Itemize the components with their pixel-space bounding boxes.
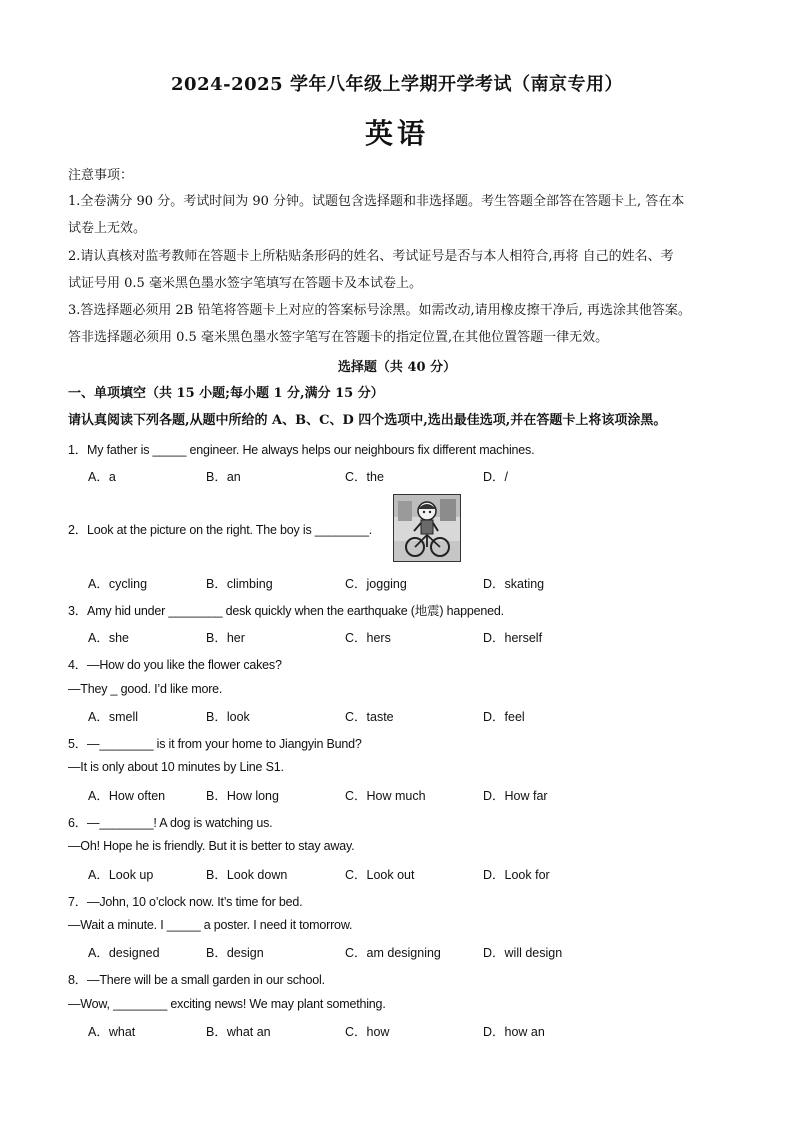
option-a: A．a — [88, 470, 116, 484]
option-c: C．how — [345, 1025, 390, 1039]
option-a: A．cycling — [88, 577, 148, 591]
option-b: B．her — [206, 631, 245, 645]
exam-title: 2024-2025 学年八年级上学期开学考试（南京专用） — [171, 74, 623, 95]
question-1-stem: 1．My father is _____ engineer. He always helps our neighbours fix different machines. — [68, 443, 535, 457]
notice-item-1-line-2: 试卷上无效。 — [68, 221, 147, 236]
option-a: A．How often — [88, 789, 166, 803]
question-7-response: —Wait a minute. I _____ a poster. I need it tomorrow. — [68, 918, 353, 932]
option-c: C．Look out — [345, 868, 415, 882]
option-b: B．Look down — [206, 868, 288, 882]
option-b: B．climbing — [206, 577, 273, 591]
option-d: D．feel — [483, 710, 525, 724]
option-d: D．/ — [483, 470, 509, 484]
boy-cycling-picture — [393, 494, 461, 562]
option-a: A．smell — [88, 710, 139, 724]
option-c: C．taste — [345, 710, 394, 724]
option-c: C．the — [345, 470, 384, 484]
question-6-response: —Oh! Hope he is friendly. But it is better to stay away. — [68, 839, 355, 853]
question-3-stem: 3．Amy hid under ________ desk quickly when the earthquake (地震) happened. — [68, 604, 504, 618]
option-a: A．designed — [88, 946, 160, 960]
option-b: B．what an — [206, 1025, 271, 1039]
part-heading: 一、单项填空（共 15 小题;每小题 1 分,满分 15 分） — [68, 386, 384, 401]
notice-item-1-line-1: 1.全卷满分 90 分。考试时间为 90 分钟。试题包含选择题和非选择题。考生答题全部答在答题卡上, 答在本 — [68, 194, 685, 209]
subject-title: 英语 — [364, 117, 429, 150]
option-d: D．will design — [483, 946, 563, 960]
question-4-response: —They _ good. I’d like more. — [68, 682, 223, 696]
option-a: A．Look up — [88, 868, 154, 882]
option-b: B．design — [206, 946, 264, 960]
question-5-stem: 5．—________ is it from your home to Jiangyin Bund? — [68, 737, 362, 751]
option-c: C．How much — [345, 789, 426, 803]
question-8-response: —Wow, ________ exciting news! We may plant something. — [68, 997, 386, 1011]
option-a: A．she — [88, 631, 129, 645]
question-4-stem: 4．—How do you like the flower cakes? — [68, 658, 282, 672]
option-d: D．Look for — [483, 868, 550, 882]
notice-item-2-line-2: 试证号用 0.5 毫米黑色墨水签字笔填写在答题卡及本试卷上。 — [68, 276, 422, 291]
option-d: D．How far — [483, 789, 548, 803]
question-7-stem: 7．—John, 10 o’clock now. It’s time for bed. — [68, 895, 303, 909]
option-d: D．skating — [483, 577, 545, 591]
option-c: C．jogging — [345, 577, 407, 591]
option-d: D．herself — [483, 631, 543, 645]
option-b: B．How long — [206, 789, 279, 803]
part-instruction: 请认真阅读下列各题,从题中所给的 A、B、C、D 四个选项中,选出最佳选项,并在答题卡上将该项涂黑。 — [68, 413, 667, 428]
option-c: C．am designing — [345, 946, 441, 960]
option-d: D．how an — [483, 1025, 545, 1039]
option-c: C．hers — [345, 631, 391, 645]
notice-item-3-line-2: 答非选择题必须用 0.5 毫米黑色墨水签字笔写在答题卡的指定位置,在其他位置答题一律无效。 — [68, 330, 609, 345]
question-5-response: —It is only about 10 minutes by Line S1. — [68, 760, 284, 774]
question-2-stem: 2．Look at the picture on the right. The boy is ________. — [68, 523, 373, 537]
notice-item-2-line-1: 2.请认真核对监考教师在答题卡上所粘贴条形码的姓名、考试证号是否与本人相符合,再将 自己的姓名、考 — [68, 249, 674, 264]
notice-item-3-line-1: 3.答选择题必须用 2B 铅笔将答题卡上对应的答案标号涂黑。如需改动,请用橡皮擦干净后, 再选涂其他答案。 — [68, 303, 691, 318]
question-6-stem: 6．—________! A dog is watching us. — [68, 816, 273, 830]
notice-heading: 注意事项： — [68, 168, 134, 183]
question-8-stem: 8．—There will be a small garden in our school. — [68, 973, 325, 987]
option-b: B．an — [206, 470, 241, 484]
option-b: B．look — [206, 710, 250, 724]
section-heading: 选择题（共 40 分） — [337, 360, 457, 375]
option-a: A．what — [88, 1025, 136, 1039]
